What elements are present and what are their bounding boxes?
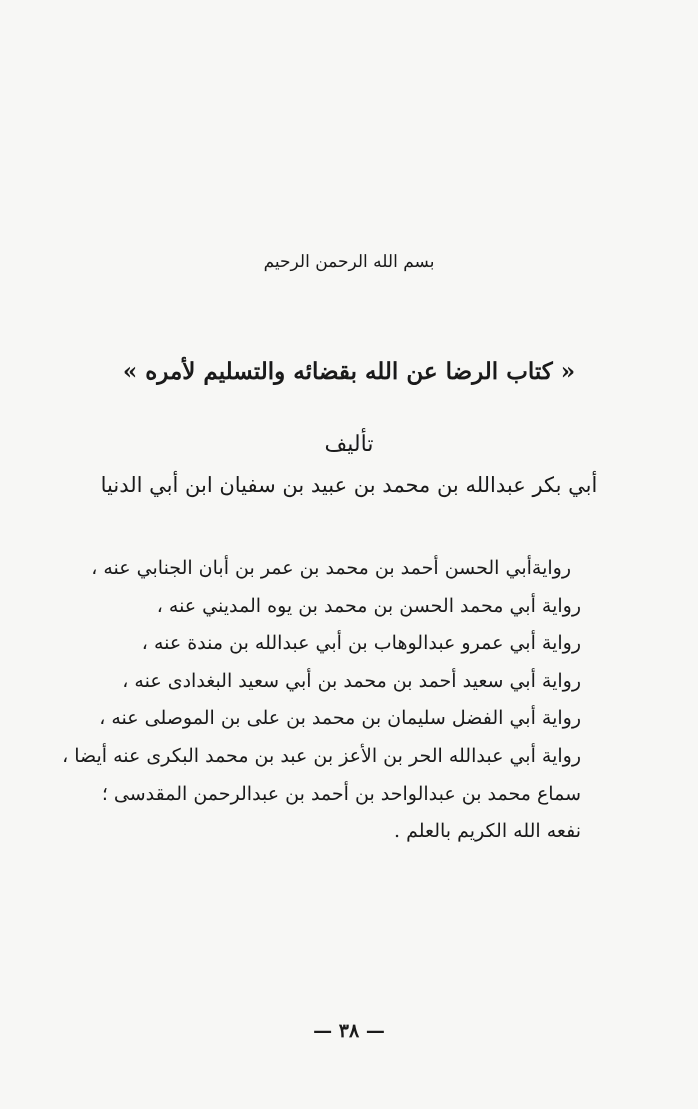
authored-by-label: تأليف	[324, 432, 374, 457]
transmission-line: سماع محمد بن عبدالواحد بن أحمد بن عبدالرحمن المقدسى ؛	[101, 782, 581, 805]
author-name: أبي بكر عبدالله بن محمد بن عبيد بن سفيان ابن أبي الدنيا	[100, 473, 598, 497]
book-title: « كتاب الرضا عن الله بقضائه والتسليم لأمره »	[122, 358, 576, 385]
transmission-line: رواية أبي سعيد أحمد بن محمد بن أبي سعيد البغدادى عنه ،	[122, 669, 581, 692]
page-number: — ٣٨ —	[313, 1020, 385, 1042]
transmission-line: رواية أبي الفضل سليمان بن محمد بن على بن الموصلى عنه ،	[99, 707, 581, 730]
transmission-line: نفعه الله الكريم بالعلم .	[394, 820, 581, 843]
transmission-line: رواية أبي عبدالله الحر بن الأعز بن عبد بن محمد البكرى عنه أيضا ،	[62, 744, 581, 767]
transmission-line: رواية أبي عمرو عبدالوهاب بن أبي عبدالله بن مندة عنه ،	[141, 632, 581, 655]
basmala: بسم الله الرحمن الرحيم	[263, 252, 435, 272]
transmission-line: رواية أبي محمد الحسن بن محمد بن يوه المديني عنه ،	[156, 594, 581, 617]
transmission-line: روايةأبي الحسن أحمد بن محمد بن عمر بن أبان الجنابي عنه ،	[91, 557, 571, 579]
transmission-chain	[62, 550, 581, 851]
